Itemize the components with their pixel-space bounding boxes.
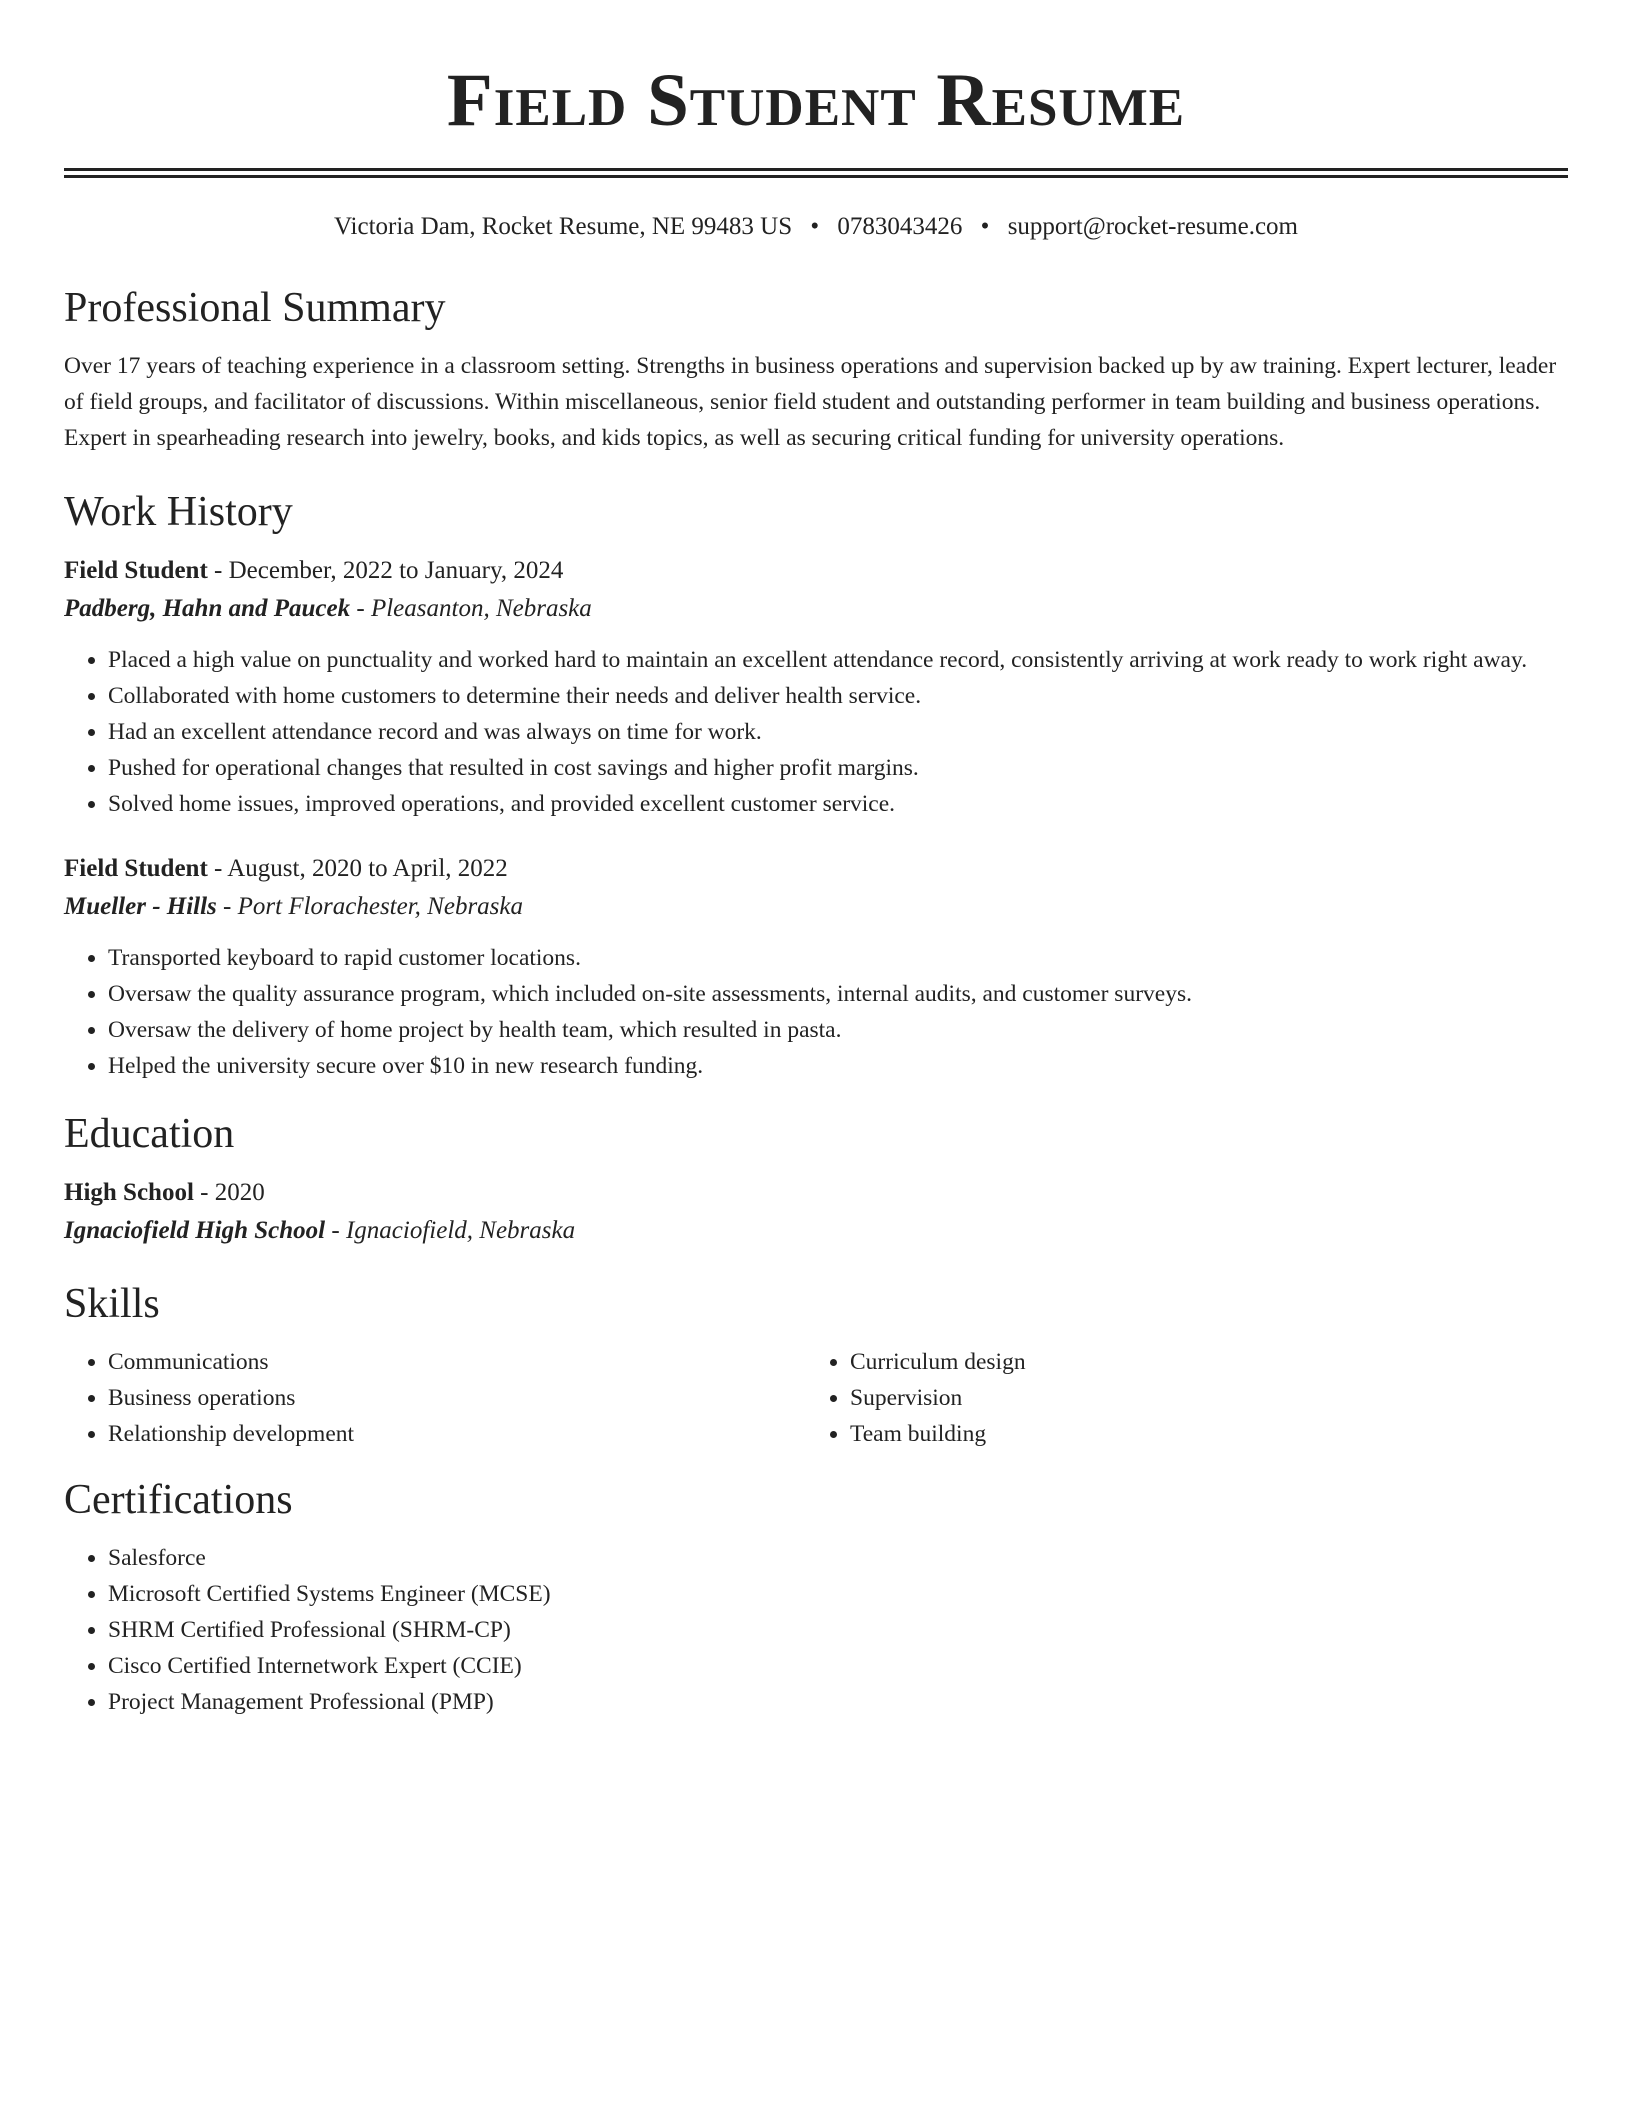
graduation-year: - 2020	[193, 1179, 265, 1206]
job-entry	[64, 552, 1568, 822]
job-title-line	[64, 552, 1568, 590]
job-bullets	[64, 642, 1568, 822]
certification-item: • SHRM Certified Professional (SHRM-CP)	[108, 1612, 1568, 1648]
certification-item: • Cisco Certified Internetwork Expert (CCIE)	[108, 1648, 1568, 1684]
resume-title: Field Student Resume	[446, 59, 1186, 142]
certifications-list	[64, 1540, 1568, 1720]
education-heading: Education	[64, 1111, 235, 1157]
job-dates: - August, 2020 to April, 2022	[207, 855, 508, 882]
list-item: • Helped the university secure over $10 in new research funding.	[108, 1048, 1568, 1084]
list-item: • Placed a high value on punctuality and worked hard to maintain an excellent attendance record, consistently arriving at work ready to work right away.	[108, 642, 1568, 678]
school-name: Ignaciofield High School	[64, 1217, 326, 1244]
skill-item: • Communications	[108, 1344, 806, 1380]
school-line	[64, 1212, 1568, 1250]
contact-separator: •	[980, 213, 990, 240]
skills-heading: Skills	[64, 1281, 160, 1327]
certification-item: • Project Management Professional (PMP)	[108, 1684, 1568, 1720]
skill-item: • Supervision	[850, 1380, 1548, 1416]
list-item: • Collaborated with home customers to determine their needs and deliver health service.	[108, 678, 1568, 714]
school-location: - Ignaciofield, Nebraska	[325, 1217, 576, 1244]
employer-name: Padberg, Hahn and Paucek	[64, 595, 351, 622]
skill-item: • Team building	[850, 1416, 1548, 1452]
skills-column-left	[64, 1344, 806, 1452]
skill-item: • Relationship development	[108, 1416, 806, 1452]
skill-item: • Business operations	[108, 1380, 806, 1416]
skills-grid	[64, 1344, 1568, 1452]
contact-line	[64, 210, 1568, 244]
education-entry	[64, 1174, 1568, 1250]
list-item: • Solved home issues, improved operations, and provided excellent customer service.	[108, 786, 1568, 822]
job-entry	[64, 850, 1568, 1084]
degree: High School	[64, 1179, 194, 1206]
certifications-heading: Certifications	[64, 1477, 293, 1523]
employer-line	[64, 888, 1568, 926]
list-item: • Transported keyboard to rapid customer locations.	[108, 940, 1568, 976]
degree-line	[64, 1174, 1568, 1212]
contact-separator: •	[810, 213, 820, 240]
job-title: Field Student	[64, 557, 208, 584]
job-bullets	[64, 940, 1568, 1084]
contact-email: support@rocket-resume.com	[1007, 213, 1298, 240]
contact-phone: 0783043426	[837, 213, 963, 240]
list-item: • Oversaw the delivery of home project by health team, which resulted in pasta.	[108, 1012, 1568, 1048]
employer-location: - Pleasanton, Nebraska	[350, 595, 592, 622]
certification-item: • Microsoft Certified Systems Engineer (MCSE)	[108, 1576, 1568, 1612]
summary-heading: Professional Summary	[64, 285, 446, 331]
job-title-line	[64, 850, 1568, 888]
list-item: • Oversaw the quality assurance program, which included on-site assessments, internal audits, and customer surveys.	[108, 976, 1568, 1012]
job-dates: - December, 2022 to January, 2024	[207, 557, 564, 584]
job-title: Field Student	[64, 855, 208, 882]
employer-line	[64, 590, 1568, 628]
skills-column-right	[806, 1344, 1548, 1452]
work-history-heading: Work History	[64, 489, 293, 535]
skill-item: • Curriculum design	[850, 1344, 1548, 1380]
certification-item: • Salesforce	[108, 1540, 1568, 1576]
list-item: • Had an excellent attendance record and was always on time for work.	[108, 714, 1568, 750]
title-double-rule	[64, 168, 1568, 178]
list-item: • Pushed for operational changes that resulted in cost savings and higher profit margins.	[108, 750, 1568, 786]
summary-text: Over 17 years of teaching experience in a classroom setting. Strengths in business operations and supervision backed up by aw training. Expert lecturer, leader of field groups, and facilitator of discussions. Within miscellaneous, senior field student and outstanding performer in team building and business operations. Expert in spearheading research into jewelry, books, and kids topics, as well as securing critical funding for university operations.	[64, 353, 1557, 451]
employer-name: Mueller - Hills	[64, 893, 217, 920]
contact-address: Victoria Dam, Rocket Resume, NE 99483 US	[334, 213, 793, 240]
employer-location: - Port Florachester, Nebraska	[216, 893, 524, 920]
